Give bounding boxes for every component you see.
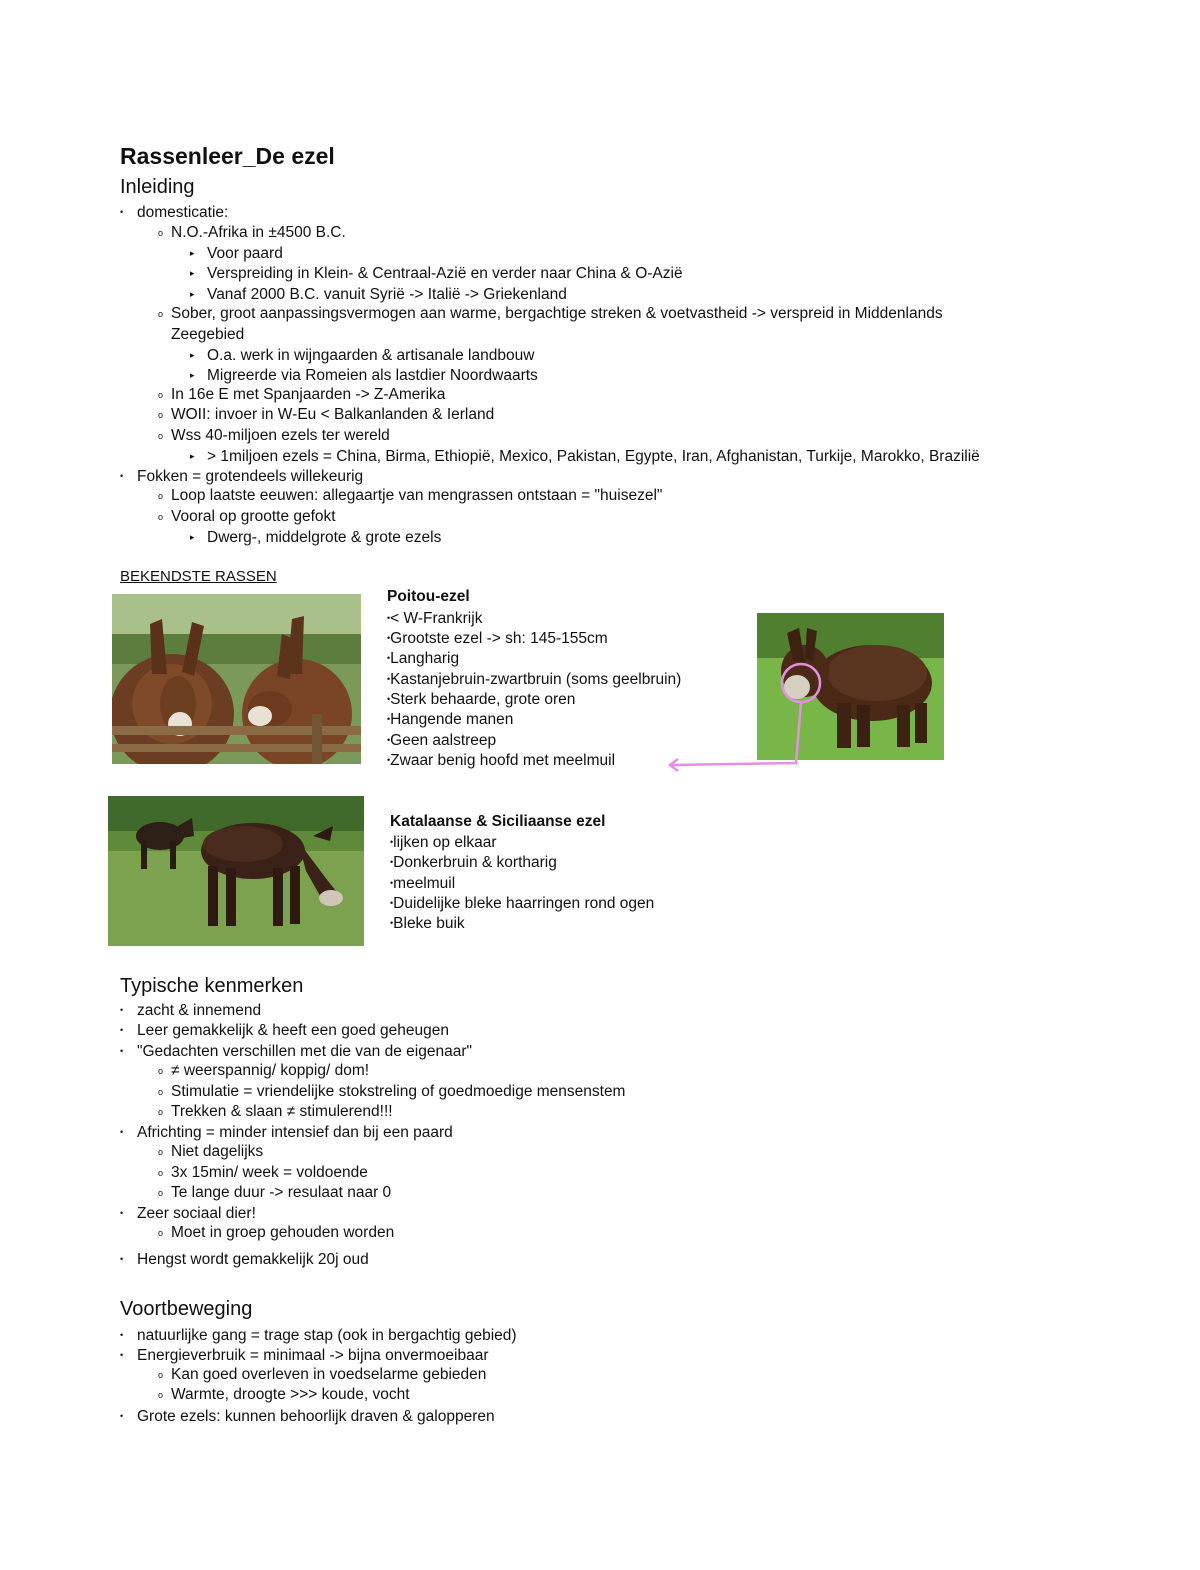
list-item: o N.O.-Afrika in ±4500 B.C. — [158, 224, 346, 241]
bullet-icon: • — [120, 1254, 124, 1264]
circle-bullet-icon: o — [158, 410, 164, 420]
list-item: •meelmuil — [390, 875, 456, 892]
circle-bullet-icon: o — [158, 1087, 164, 1097]
bullet-icon: • — [390, 918, 394, 928]
list-item: •Sterk behaarde, grote oren — [387, 691, 576, 708]
list-item: o Kan goed overleven in voedselarme gebieden — [158, 1366, 487, 1383]
circle-bullet-icon: o — [158, 1168, 164, 1178]
list-item: • Africhting = minder intensief dan bij een paard — [120, 1124, 453, 1141]
list-item: • Fokken = grotendeels willekeurig — [120, 468, 364, 485]
katalaanse-donkeys-photo — [108, 796, 364, 946]
section-heading-inleiding: Inleiding — [120, 176, 195, 198]
list-item: •Bleke buik — [390, 915, 465, 932]
list-item: •Geen aalstreep — [387, 732, 497, 749]
circle-bullet-icon: o — [158, 309, 164, 319]
annotation-circle — [782, 664, 820, 702]
bullet-icon: • — [120, 1005, 124, 1015]
circle-bullet-icon: o — [158, 1107, 164, 1117]
bullet-icon: • — [387, 653, 391, 663]
section-heading-voortbeweging: Voortbeweging — [120, 1298, 253, 1320]
breed-name-poitou: Poitou-ezel — [387, 588, 470, 605]
bullet-icon: • — [387, 674, 391, 684]
list-item: o Niet dagelijks — [158, 1143, 264, 1160]
triangle-bullet-icon: ▸ — [190, 532, 195, 542]
breed-name-katalaans: Katalaanse & Siciliaanse ezel — [390, 813, 606, 830]
bullet-icon: • — [387, 694, 391, 704]
list-item: • Energieverbruik = minimaal -> bijna onvermoeibaar — [120, 1347, 489, 1364]
list-item: o Warmte, droogte >>> koude, vocht — [158, 1386, 410, 1403]
list-item: • Hengst wordt gemakkelijk 20j oud — [120, 1251, 369, 1268]
triangle-bullet-icon: ▸ — [190, 451, 195, 461]
bullet-icon: • — [120, 1411, 124, 1421]
circle-bullet-icon: o — [158, 1188, 164, 1198]
bullet-icon: • — [390, 857, 394, 867]
bullet-icon: • — [390, 898, 394, 908]
list-item: •Donkerbruin & kortharig — [390, 854, 557, 871]
list-item: •Grootste ezel -> sh: 145-155cm — [387, 630, 608, 647]
circle-bullet-icon: o — [158, 228, 164, 238]
bullet-icon: • — [387, 714, 391, 724]
poitou-donkeys-photo — [112, 594, 361, 764]
bullet-icon: • — [387, 735, 391, 745]
bullet-icon: • — [120, 1330, 124, 1340]
list-item: o Te lange duur -> resulaat naar 0 — [158, 1184, 392, 1201]
triangle-bullet-icon: ▸ — [190, 248, 195, 258]
bullet-icon: • — [387, 613, 391, 623]
list-item: o 3x 15min/ week = voldoende — [158, 1164, 368, 1181]
list-item: ▸ Voor paard — [190, 245, 283, 262]
list-item: • natuurlijke gang = trage stap (ook in bergachtig gebied) — [120, 1327, 517, 1344]
circle-bullet-icon: o — [158, 1228, 164, 1238]
triangle-bullet-icon: ▸ — [190, 289, 195, 299]
list-item: o Vooral op grootte gefokt — [158, 508, 336, 525]
list-item: ▸ Dwerg-, middelgrote & grote ezels — [190, 529, 442, 546]
bullet-icon: • — [120, 1127, 124, 1137]
circle-bullet-icon: o — [158, 1390, 164, 1400]
circle-bullet-icon: o — [158, 390, 164, 400]
list-item: ▸ Vanaf 2000 B.C. vanuit Syrië -> Italië -> Griekenland — [190, 286, 567, 303]
list-item: o Loop laatste eeuwen: allegaartje van mengrassen ontstaan = "huisezel" — [158, 487, 663, 504]
list-item: o Wss 40-miljoen ezels ter wereld — [158, 427, 390, 444]
bullet-icon: • — [387, 633, 391, 643]
bullet-icon: • — [120, 1046, 124, 1056]
bullet-icon: • — [390, 878, 394, 888]
circle-bullet-icon: o — [158, 1066, 164, 1076]
bullet-icon: • — [390, 837, 394, 847]
circle-bullet-icon: o — [158, 491, 164, 501]
list-item: • domesticatie: — [120, 204, 229, 221]
list-item: o Stimulatie = vriendelijke stokstreling of goedmoedige mensenstem — [158, 1083, 626, 1100]
list-item: • Grote ezels: kunnen behoorlijk draven & galopperen — [120, 1408, 495, 1425]
bullet-icon: • — [120, 1350, 124, 1360]
bullet-icon: • — [120, 1208, 124, 1218]
annotation-arrow — [660, 655, 830, 775]
list-item: o Moet in groep gehouden worden — [158, 1224, 395, 1241]
list-item-continuation: Zeegebied — [171, 326, 245, 343]
list-item: ▸ > 1miljoen ezels = China, Birma, Ethiopië, Mexico, Pakistan, Egypte, Iran, Afghanistan, Turkije, Marokko, Brazilië — [190, 448, 980, 465]
list-item: ▸ Verspreiding in Klein- & Centraal-Azië en verder naar China & O-Azië — [190, 265, 683, 282]
list-item: o ≠ weerspannig/ koppig/ dom! — [158, 1062, 370, 1079]
list-item: • Leer gemakkelijk & heeft een goed geheugen — [120, 1022, 449, 1039]
bullet-icon: • — [120, 207, 124, 217]
triangle-bullet-icon: ▸ — [190, 370, 195, 380]
list-item: •Langharig — [387, 650, 460, 667]
list-item: o In 16e E met Spanjaarden -> Z-Amerika — [158, 386, 446, 403]
triangle-bullet-icon: ▸ — [190, 268, 195, 278]
list-item: • "Gedachten verschillen met die van de eigenaar" — [120, 1043, 472, 1060]
list-item: o WOII: invoer in W-Eu < Balkanlanden & Ierland — [158, 406, 495, 423]
circle-bullet-icon: o — [158, 512, 164, 522]
bullet-icon: • — [120, 471, 124, 481]
bullet-icon: • — [387, 755, 391, 765]
list-item: ▸ Migreerde via Romeien als lastdier Noordwaarts — [190, 367, 538, 384]
subheading-bekendste-rassen: BEKENDSTE RASSEN — [120, 568, 277, 585]
list-item: •Zwaar benig hoofd met meelmuil — [387, 752, 616, 769]
list-item: •Duidelijke bleke haarringen rond ogen — [390, 895, 655, 912]
list-item: • Zeer sociaal dier! — [120, 1205, 256, 1222]
triangle-bullet-icon: ▸ — [190, 350, 195, 360]
list-item: •lijken op elkaar — [390, 834, 497, 851]
bullet-icon: • — [120, 1025, 124, 1035]
circle-bullet-icon: o — [158, 431, 164, 441]
list-item: •< W-Frankrijk — [387, 610, 483, 627]
list-item: •Hangende manen — [387, 711, 514, 728]
page-title: Rassenleer_De ezel — [120, 143, 335, 169]
circle-bullet-icon: o — [158, 1370, 164, 1380]
list-item: ▸ O.a. werk in wijngaarden & artisanale landbouw — [190, 347, 535, 364]
section-heading-kenmerken: Typische kenmerken — [120, 975, 304, 997]
list-item: • zacht & innemend — [120, 1002, 262, 1019]
circle-bullet-icon: o — [158, 1147, 164, 1157]
list-item: o Trekken & slaan ≠ stimulerend!!! — [158, 1103, 393, 1120]
list-item: •Kastanjebruin-zwartbruin (soms geelbruin) — [387, 671, 682, 688]
list-item: o Sober, groot aanpassingsvermogen aan warme, bergachtige streken & voetvastheid -> verspreid in Middenlands — [158, 305, 943, 322]
